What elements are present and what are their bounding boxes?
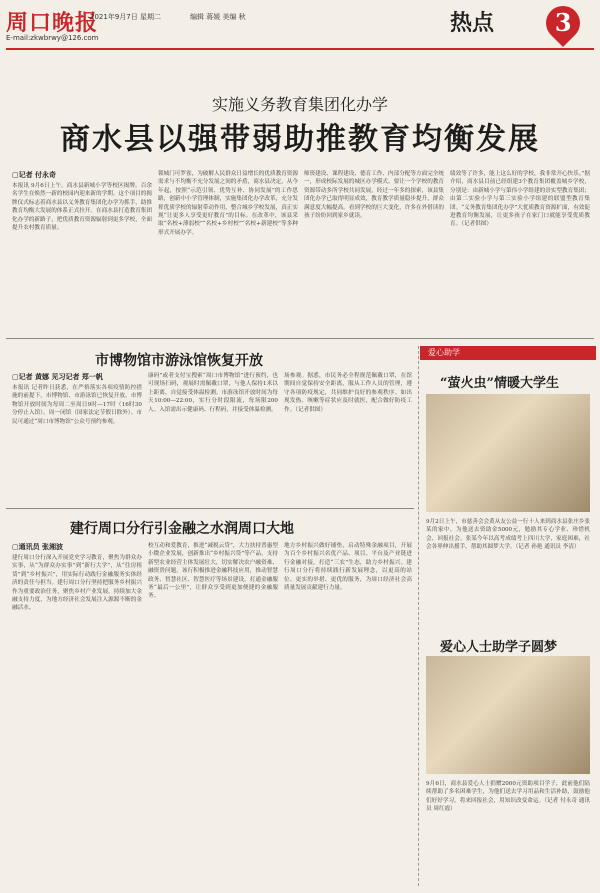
- bank-column-2: 校互动和爱教育，推进“减税云贷”，大力扶持普惠型小微企业发展，创新推出“乡村振兴贷”等产品，支持新型农业经营主体发展壮大，切实解决农户融资难、融资贵问题。该行积极推进金融科技应用，推动智慧政务、智慧社区、智慧医疗等场景建设，打通金融服务“最后一公里”，让群众享受到更加便捷的金融服务。: [148, 543, 278, 600]
- sidebar-story2-body: 9月6日，商水县爱心人士捐赠2000元资助项目学子，此前他们陆续帮助了多名困难学生，为他们送去学习用品和生活补助，鼓励他们好好学习，将来回报社会，用知识改变命运。（记者 付永奇 通讯员 周红霞）: [426, 781, 590, 813]
- museum-headline: 市博物馆市游泳馆恢复开放: [95, 353, 263, 369]
- sidebar-story1-title: “萤火虫”情暖大学生: [440, 376, 559, 391]
- lead-column-1: 本报讯 9月6日上午，商水县新城小学等校区揭牌。百余名学生在焕然一新的校园内迎来新的学期。这个项目的揭牌仪式标志着商水县以义务教育集团化办学为抓手，助推教育均衡大发展的体系正式拉开。在商水县打造教育集团化办学的新路子，把优质教育资源辐射到更多学校，全面提升农村教育质量。: [12, 183, 152, 232]
- lead-kicker: 实施义务教育集团化办学: [211, 95, 388, 114]
- lead-column-4: 绩效等了许多，能上这么好的学校，我非常开心快乐。”据介绍，商水县目前已经组建3个教育集团覆盖城乡学校，分别是：由新城小学与第伟小学组建的崇实型教育集团；由第二实验小学与第三实验小学组建的联盟型教育集团。“义务教育集团化办学”大优质教育资源扩面，有效促进教育均衡发展，让更多孩子在家门口就能享受优质教育。（记者供图）: [450, 171, 590, 228]
- masthead: [0, 0, 600, 62]
- lead-byline: ▢记者 付永奇: [12, 170, 57, 179]
- sidebar-story2-title: 爱心人士助学子圆梦: [440, 640, 558, 655]
- lead-column-3: 师资建设、课程建设、德育工作、内部分配等方面完全统一，形成校际发展的城区办学模式。要让一个学校的教育资源带动多所学校共同发展，经过一年多的探索，该县集团化办学已取得明显成效，教育教学质量稳步提升，群众满意度大幅提高。看到学校的巨大变化，许多在外借读的孩子纷纷回到家乡就读。: [304, 171, 444, 220]
- sidebar-story1-body: 9月2日上午，市慈善会会黄从友公益一行十人来到商水县张庄乡张某的家中，为他送去资助金5000元，勉励其专心学业、珍惜机会、回报社会。张某今年以高考成绩考上四川大学，家庭困难，社会各界伸出援手，帮助其圆梦大学。（记者 孙艳 通讯员 李清）: [426, 519, 590, 551]
- museum-column-3: 场参观。据悉，市民务必全程规范佩戴口罩，在馆期间自觉保持安全距离，服从工作人员的管理，遵守各项防疫规定，共同维护良好的参观秩序。如出现发热、咳嗽等症状应及时就医，配合做好防疫工作。（记者供图）: [284, 373, 412, 413]
- lead-headline: 商水县以强带弱助推教育均衡发展: [60, 122, 540, 157]
- lead-column-2: 锁城门可罗雀，为破解人民群众日益增长的优质教育资源需求与不均衡不充分发展之间的矛盾，商水县决定，从今年起，按照“示范引领、优势互补、协同发展”的工作思路，创新中小学管理体制，实施集团化办学改革，充分发挥优质学校的辐射带动作用，整合城乡学校发展，真正实现“让更多人享受更好教育”的目标。在改革中，该县采取“名校+薄弱校”“名校+乡村校”“名校+新建校”等多种形式开展办学。: [158, 171, 298, 236]
- bank-headline: 建行周口分行引金融之水润周口大地: [70, 521, 294, 537]
- newspaper-logo: 周口晚报: [6, 10, 99, 36]
- sidebar-header: 爱心助学: [420, 346, 596, 360]
- sidebar-divider: [418, 346, 420, 886]
- museum-byline: ▢记者 黄娜 见习记者 郑一帆: [12, 372, 103, 381]
- museum-column-2: 康码”或者支付宝搜索“周口市博物馆”进行预约，也可现场扫码，观展时需佩戴口罩，与他人保持1米以上距离，自觉接受体温检测。市游泳馆开放时间为每天10:00—22:00，实行分时段限流，每场限200人。入馆需出示健康码、行程码，并接受体温检测。: [148, 373, 278, 413]
- story1-photo: [426, 394, 590, 512]
- page-number-badge: 3: [539, 0, 587, 47]
- story2-photo: [426, 656, 590, 774]
- museum-column-1: 本报讯 记者昨日获悉，在严格落实各项疫情防控措施的前提下，市博物馆、市游泳馆已恢复开放。市博物馆开放时间为每周二至周日9时—17时（16时30分停止入馆），周一闭馆（国家法定节假日除外）。市民可通过“周口市博物馆”公众号预约参观。: [12, 385, 142, 425]
- bank-column-1: 建行周口分行深入开展党史学习教育，聚焦为群众办实事，从“为群众办实事”到“新行大学”，从“住房租赁”到“乡村振兴”，用实际行动践行金融服务实体经济的责任与担当。建行周口分行坚持把服务乡村振兴作为重要政治任务，聚焦乡村产业发展，持续加大金融支持力度，为地方经济社会发展注入源源不断的金融活水。: [12, 555, 142, 612]
- bank-byline: ▢通讯员 张湘波: [12, 542, 64, 551]
- bank-column-3: 地方乡村振兴做好铺垫，启动特殊金融项目，开展为百个乡村振兴名优产品、项目、平台及产业链进行金融对接，打造“三农”生态，助力乡村振兴。建行周口分行将持续践行新发展理念，以更高的站位、更实的举措、更优的服务，为周口经济社会高质量发展贡献建行力量。: [284, 543, 412, 592]
- masthead-rule: [6, 48, 594, 50]
- email[interactable]: E-mail:zkwbrwy@126.com: [6, 34, 99, 42]
- divider: [6, 508, 414, 509]
- divider: [6, 338, 594, 339]
- section-title: 热点: [450, 10, 495, 36]
- editor-credit: 编辑 蒋媛 美编 秋: [190, 13, 246, 21]
- issue-date: 2021年9月7日 星期二: [90, 13, 161, 21]
